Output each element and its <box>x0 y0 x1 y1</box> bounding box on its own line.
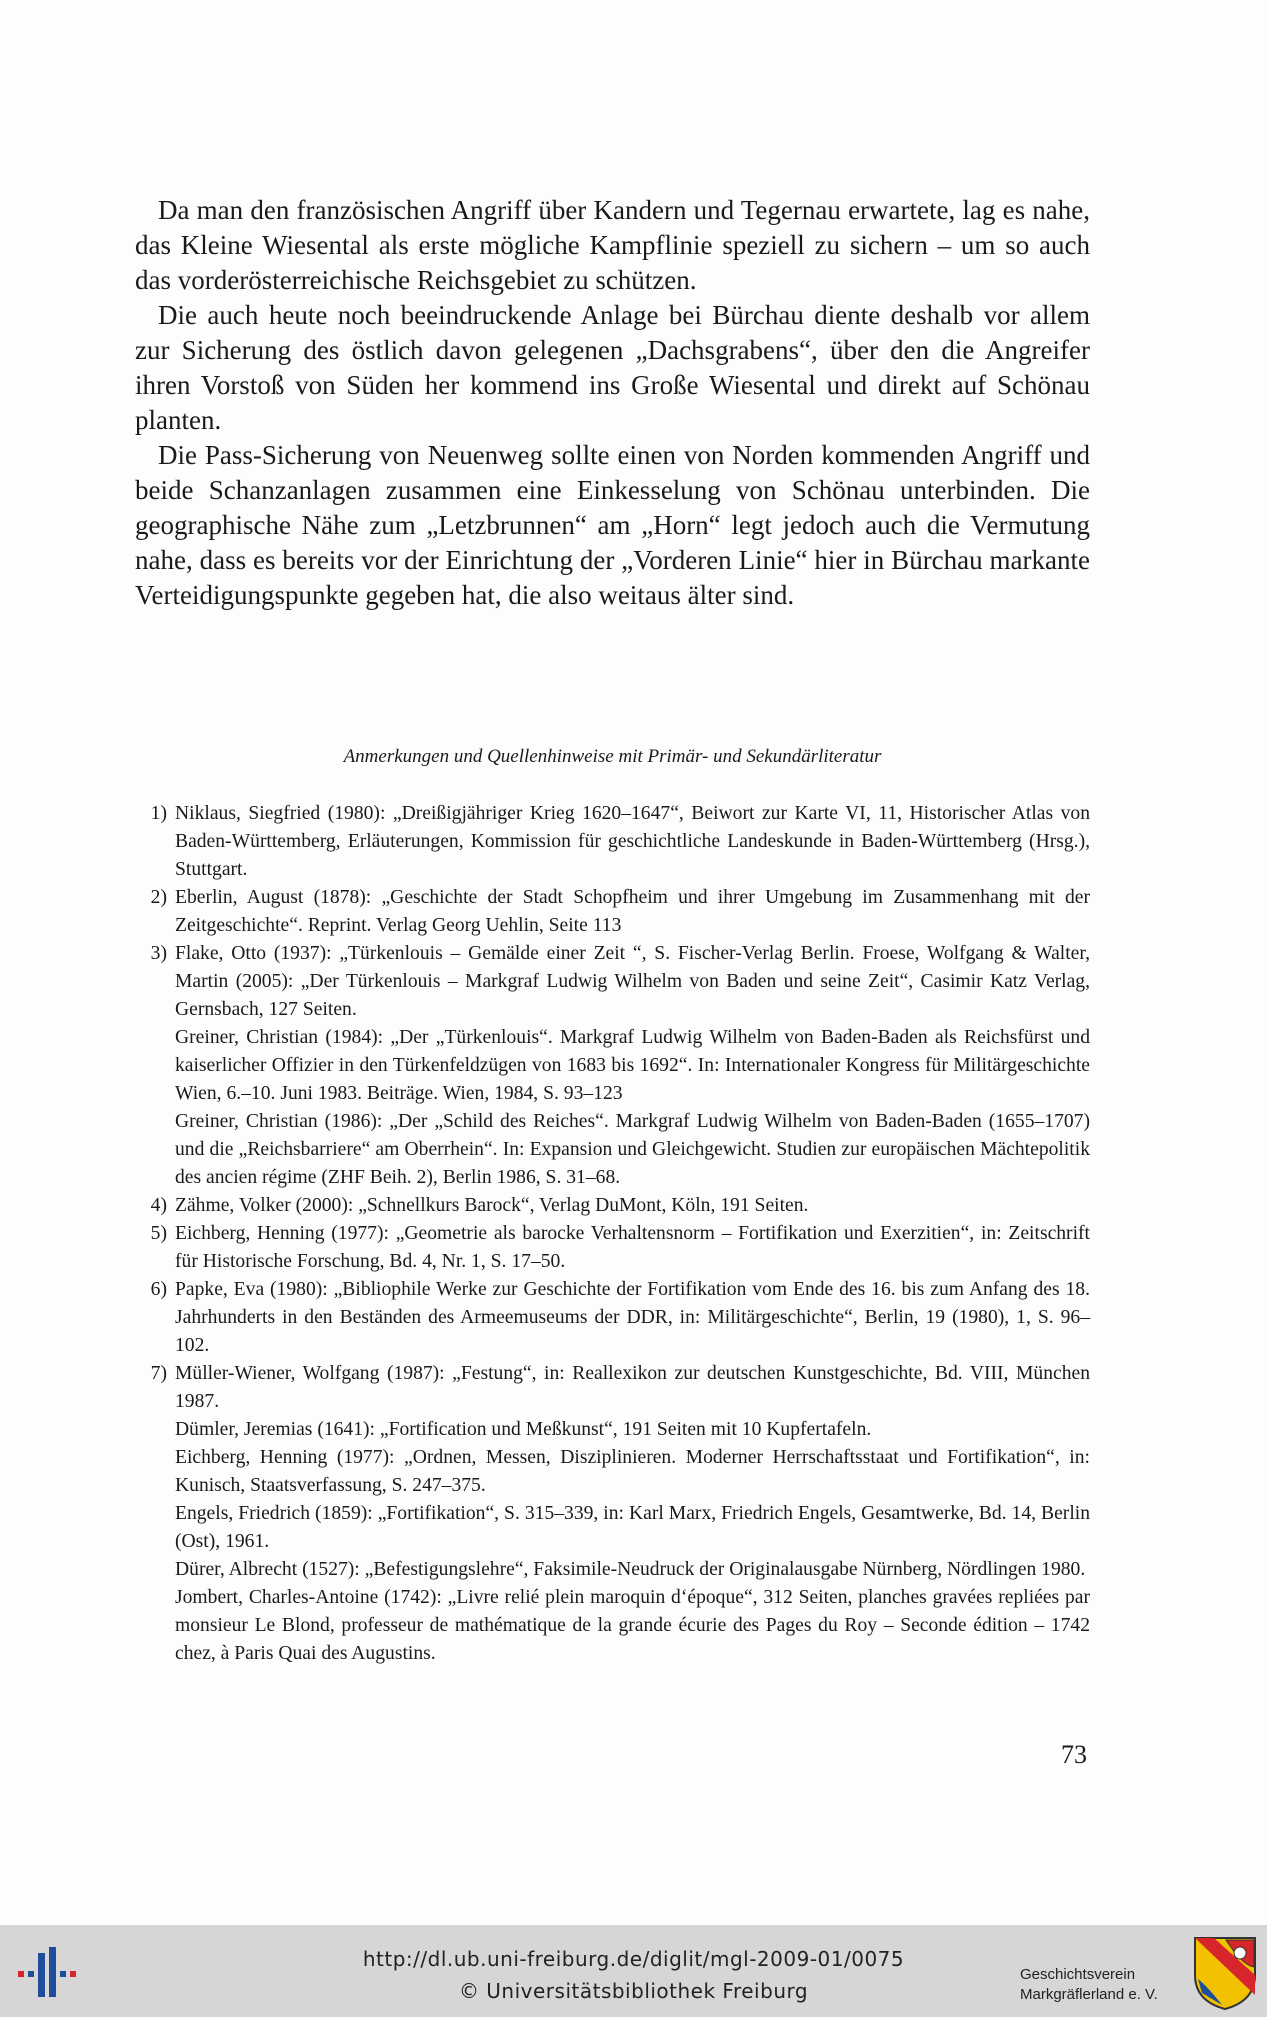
footer-organization <box>1020 1965 1185 2005</box>
notes-heading: Anmerkungen und Quellenhinweise mit Primär- und Sekundärliteratur <box>343 746 882 767</box>
note-item <box>140 1584 1090 1668</box>
paragraph: Die Pass-Sicherung von Neuenweg sollte einen von Norden kommenden Angriff und beide Schanzanlagen zusammen eine Einkesselung von Schönau unterbinden. Die geographische Nähe zum „Letzbrunnen“ am „Horn“ legt jedoch auch die Vermutung nahe, dass es bereits vor der Einrichtung der „Vorderen Linie“ hier in Bürchau markante Verteidigungspunkte gegeben hat, die also weitaus älter sind. <box>135 440 1090 610</box>
footer-url-link[interactable]: http://dl.ub.uni-freiburg.de/diglit/mgl-2009-01/0075 <box>362 1947 905 1971</box>
note-text: Dümler, Jeremias (1641): „Fortification und Meßkunst“, 191 Seiten mit 10 Kupfertafeln. <box>175 1419 872 1440</box>
note-item <box>140 1556 1090 1584</box>
note-item <box>140 1444 1090 1500</box>
note-item <box>140 1360 1090 1416</box>
note-item <box>140 1416 1090 1444</box>
note-item <box>140 800 1090 884</box>
note-text: Niklaus, Siegfried (1980): „Dreißigjähriger Krieg 1620–1647“, Beiwort zur Karte VI, 11, Historischer Atlas von Baden-Württemberg, Erläuterungen, Kommission für geschichtliche Landeskunde in Baden-Württemberg (Hrsg.), Stuttgart. <box>175 803 1090 880</box>
org-name-line1: Geschichtsverein <box>1020 1966 1136 1983</box>
notes-list <box>140 800 1090 1668</box>
note-text: Eberlin, August (1878): „Geschichte der Stadt Schopfheim und ihrer Umgebung im Zusammenhang mit der Zeitgeschichte“. Reprint. Verlag Georg Uehlin, Seite 113 <box>175 887 1090 936</box>
note-number: 5) <box>150 1223 167 1244</box>
note-number: 3) <box>150 943 167 964</box>
footer-bar <box>0 1925 1267 2017</box>
note-item <box>140 1024 1090 1108</box>
coat-of-arms-icon <box>1192 1935 1258 2011</box>
note-text: Eichberg, Henning (1977): „Ordnen, Messen, Disziplinieren. Moderner Herrschaftsstaat und Fortifikation“, in: Kunisch, Staatsverfassung, S. 247–375. <box>175 1447 1090 1496</box>
note-number: 4) <box>150 1195 167 1216</box>
note-text: Jombert, Charles-Antoine (1742): „Livre relié plein maroquin d‘époque“, 312 Seiten, planches gravées repliées par monsieur Le Blond, professeur de mathématique de la grande écurie des Pages du Roy – Seconde édition – 1742 chez, à Paris Quai des Augustins. <box>175 1587 1090 1664</box>
note-text: Papke, Eva (1980): „Bibliophile Werke zur Geschichte der Fortifikation vom Ende des 16. bis zum Anfang des 18. Jahrhunderts in den Beständen des Armeemuseums der DDR, in: Militärgeschichte“, Berlin, 19 (1980), 1, S. 96–102. <box>175 1279 1090 1356</box>
body-text <box>135 193 1090 613</box>
note-text: Dürer, Albrecht (1527): „Befestigungslehre“, Faksimile-Neudruck der Originalausgabe Nürnberg, Nördlingen 1980. <box>175 1559 1086 1580</box>
page-number: 73 <box>1061 1740 1087 1769</box>
note-number: 6) <box>150 1279 167 1300</box>
note-item <box>140 1276 1090 1360</box>
note-text: Greiner, Christian (1984): „Der „Türkenlouis“. Markgraf Ludwig Wilhelm von Baden-Baden als Reichsfürst und kaiserlicher Offizier in den Türkenfeldzügen von 1683 bis 1692“. In: Internationaler Kongress für Militärgeschichte Wien, 6.–10. Juni 1983. Beiträge. Wien, 1984, S. 93–123 <box>175 1027 1090 1104</box>
note-text: Müller-Wiener, Wolfgang (1987): „Festung“, in: Reallexikon zur deutschen Kunstgeschichte, Bd. VIII, München 1987. <box>175 1363 1090 1412</box>
note-number: 7) <box>150 1363 167 1384</box>
note-item <box>140 940 1090 1024</box>
note-item <box>140 1220 1090 1276</box>
note-text: Flake, Otto (1937): „Türkenlouis – Gemälde einer Zeit “, S. Fischer-Verlag Berlin. Froese, Wolfgang & Walter, Martin (2005): „Der Türkenlouis – Markgraf Ludwig Wilhelm von Baden und seine Zeit“, Casimir Katz Verlag, Gernsbach, 127 Seiten. <box>175 943 1090 1020</box>
org-name-line2: Markgräflerland e. V. <box>1020 1986 1158 2003</box>
paragraph: Da man den französischen Angriff über Kandern und Tegernau erwartete, lag es nahe, das Kleine Wiesental als erste mögliche Kampflinie speziell zu sichern – um so auch das vorderösterreichische Reichsgebiet zu schützen. <box>135 195 1090 295</box>
note-text: Engels, Friedrich (1859): „Fortifikation“, S. 315–339, in: Karl Marx, Friedrich Engels, Gesamtwerke, Bd. 14, Berlin (Ost), 1961. <box>175 1503 1090 1552</box>
note-item <box>140 884 1090 940</box>
note-text: Greiner, Christian (1986): „Der „Schild des Reiches“. Markgraf Ludwig Wilhelm von Baden-Baden (1655–1707) und die „Reichsbarriere“ am Oberrhein“. In: Expansion und Gleichgewicht. Studien zur europäischen Mächtepolitik des ancien régime (ZHF Beih. 2), Berlin 1986, S. 31–68. <box>175 1111 1090 1188</box>
footer-copyright: © Universitätsbibliothek Freiburg <box>458 1979 809 2003</box>
note-number: 2) <box>150 887 167 908</box>
note-item <box>140 1500 1090 1556</box>
note-text: Eichberg, Henning (1977): „Geometrie als barocke Verhaltensnorm – Fortifikation und Exerzitien“, in: Zeitschrift für Historische Forschung, Bd. 4, Nr. 1, S. 17–50. <box>175 1223 1090 1272</box>
paragraph: Die auch heute noch beeindruckende Anlage bei Bürchau diente deshalb vor allem zur Sicherung des östlich davon gelegenen „Dachsgrabens“, über den die Angreifer ihren Vorstoß von Süden her kommend ins Große Wiesental und direkt auf Schönau planten. <box>135 300 1090 435</box>
note-item <box>140 1192 1090 1220</box>
note-text: Zähme, Volker (2000): „Schnellkurs Barock“, Verlag DuMont, Köln, 191 Seiten. <box>175 1195 809 1216</box>
note-number: 1) <box>150 803 167 824</box>
note-item <box>140 1108 1090 1192</box>
